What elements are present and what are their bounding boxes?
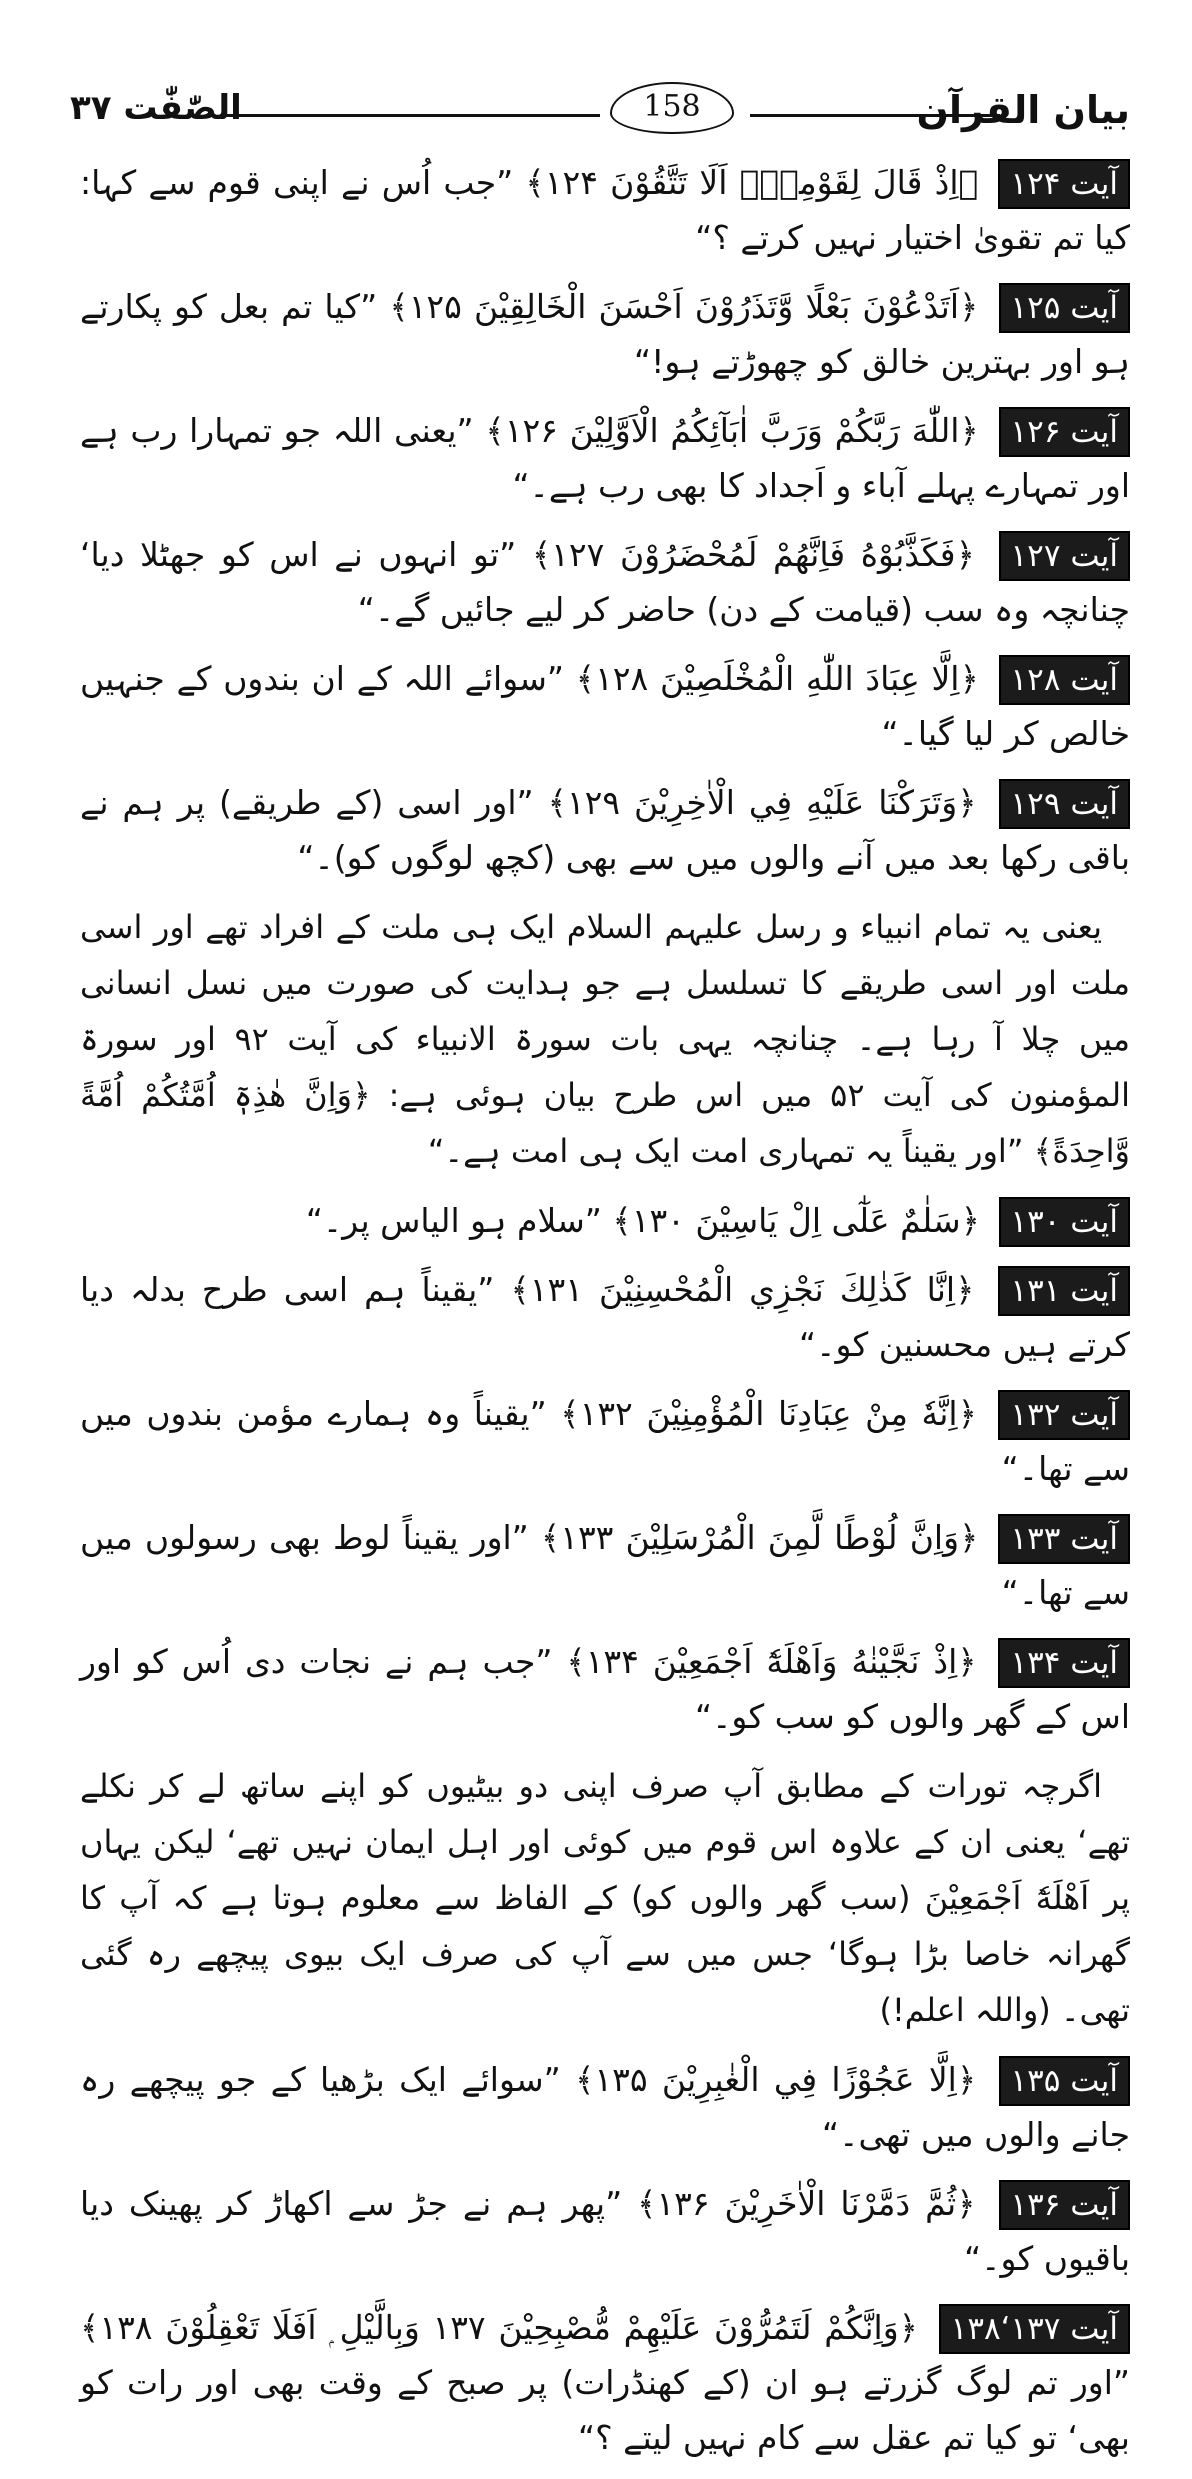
verse-tag: آیت ۱۲۶ bbox=[999, 407, 1131, 457]
verse-block bbox=[80, 1262, 1130, 1372]
verse-translation: ”سوائے ایک بڑھیا کے جو پیچھے رہ جانے والوں میں تھی۔“ bbox=[80, 2060, 1130, 2154]
verse-tag: آیت ۱۳۰ bbox=[999, 1197, 1131, 1247]
verse-block bbox=[80, 2052, 1130, 2162]
commentary-paragraph: اگرچہ تورات کے مطابق آپ صرف اپنی دو بیٹیوں کو اپنے ساتھ لے کر نکلے تھے‘ یعنی ان کے علاوہ اس قوم میں کوئی اور اہل ایمان نہیں تھے‘ لیکن یہاں پر اَهْلَهٗٓ اَجْمَعِيْنَ (سب گھر والوں کو) کے الفاظ سے معلوم ہوتا ہے کہ آپ کا گھرانہ خاصا بڑا ہوگا‘ جس میں سے آپ کی صرف ایک بیوی پیچھے رہ گئی تھی۔ (واللہ اعلم!) bbox=[80, 1767, 1130, 2029]
verse-arabic: ﴿وَاِنَّ لُوْطًا لَّمِنَ الْمُرْسَلِيْنَ ۱۳۳﴾ bbox=[540, 1518, 979, 1557]
verse-block bbox=[80, 775, 1130, 885]
verse-arabic: ﴿فَكَذَّبُوْهُ فَاِنَّهُمْ لَمُحْضَرُوْنَ ۱۲۷﴾ bbox=[531, 535, 975, 574]
verse-tag: آیت ۱۳۵ bbox=[999, 2056, 1131, 2106]
verse-block bbox=[80, 651, 1130, 761]
book-title: بیان القرآن bbox=[916, 88, 1130, 132]
verse-translation: ”یقیناً وہ ہمارے مؤمن بندوں میں سے تھا۔“ bbox=[80, 1394, 1130, 1488]
verse-block bbox=[80, 155, 1130, 265]
verse-translation: ”اور اسی (کے طریقے) پر ہم نے باقی رکھا بعد میں آنے والوں میں سے بھی (کچھ لوگوں کو)۔“ bbox=[80, 783, 1130, 877]
verse-translation: ”جب ہم نے نجات دی اُس کو اور اس کے گھر والوں کو سب کو۔“ bbox=[80, 1642, 1130, 1736]
verse-arabic: ﴿اِذْ نَجَّيْنٰهُ وَاَهْلَهٗٓ اَجْمَعِيْنَ ۱۳۴﴾ bbox=[566, 1642, 977, 1681]
verse-tag: آیت ۱۲۷ bbox=[999, 531, 1131, 581]
verse-tag: آیت ۱۳۷‘۱۳۸ bbox=[939, 2304, 1130, 2354]
header-rule-left bbox=[220, 114, 600, 117]
verse-arabic: ﴿ثُمَّ دَمَّرْنَا الْاٰخَرِيْنَ ۱۳۶﴾ bbox=[637, 2184, 976, 2223]
verse-arabic: ﴿اِلَّا عَجُوْزًا فِي الْغٰبِرِيْنَ ۱۳۵﴾ bbox=[575, 2060, 977, 2099]
verse-translation: ”سلام ہو الیاس پر۔“ bbox=[305, 1201, 602, 1240]
verse-block bbox=[80, 403, 1130, 513]
verse-translation: ”یقیناً ہم اسی طرح بدلہ دیا کرتے ہیں محسنین کو۔“ bbox=[80, 1270, 1130, 1364]
verse-arabic: ﴿اِنَّا كَذٰلِكَ نَجْزِي الْمُحْسِنِيْنَ ۱۳۱﴾ bbox=[510, 1270, 975, 1309]
verse-translation: ”تو انہوں نے اس کو جھٹلا دیا‘ چنانچہ وہ سب (قیامت کے دن) حاضر کر لیے جائیں گے۔“ bbox=[80, 535, 1130, 629]
verse-translation: ”جب اُس نے اپنی قوم سے کہا: کیا تم تقویٰ اختیار نہیں کرتے ؟“ bbox=[80, 163, 1130, 257]
verse-tag: آیت ۱۲۹ bbox=[999, 779, 1131, 829]
verse-block bbox=[80, 1386, 1130, 1496]
verse-tag: آیت ۱۳۶ bbox=[999, 2180, 1131, 2230]
verse-block bbox=[80, 527, 1130, 637]
verse-arabic: ﴿اِنَّهٗ مِنْ عِبَادِنَا الْمُؤْمِنِيْنَ ۱۳۲﴾ bbox=[560, 1394, 977, 1433]
verse-arabic: ﴿وَاِنَّكُمْ لَتَمُرُّوْنَ عَلَيْهِمْ مُّصْبِحِيْنَ ۱۳۷ وَبِالَّيْلِ ۭ اَفَلَا تَعْقِلُوْنَ ۱۳۸﴾ bbox=[80, 2308, 918, 2347]
verse-block bbox=[80, 2300, 1130, 2465]
verse-translation: ”اور یقیناً لوط بھی رسولوں میں سے تھا۔“ bbox=[80, 1518, 1130, 1612]
verse-tag: آیت ۱۲۸ bbox=[999, 655, 1131, 705]
verse-translation: ”سوائے اللہ کے ان بندوں کے جنہیں خالص کر لیا گیا۔“ bbox=[80, 659, 1130, 753]
verse-tag: آیت ۱۲۵ bbox=[999, 283, 1131, 333]
verse-arabic: ﴿اَتَدْعُوْنَ بَعْلًا وَّتَذَرُوْنَ اَحْسَنَ الْخَالِقِيْنَ ۱۲۵﴾ bbox=[389, 287, 979, 326]
verse-tag: آیت ۱۳۳ bbox=[998, 1514, 1130, 1564]
verse-arabic: ﴿وَتَرَكْنَا عَلَيْهِ فِي الْاٰخِرِيْنَ ۱۲۹﴾ bbox=[547, 783, 977, 822]
page-content bbox=[80, 155, 1130, 2479]
verse-block bbox=[80, 1193, 1130, 1248]
verse-tag: آیت ۱۲۴ bbox=[998, 159, 1130, 209]
verse-tag: آیت ۱۳۱ bbox=[998, 1266, 1130, 1316]
verse-block bbox=[80, 2176, 1130, 2286]
verse-arabic: ﴿اِذْ قَالَ لِقَوْمِهٖٓ اَلَا تَتَّقُوْنَ ۱۲۴﴾ bbox=[525, 163, 979, 202]
page-header bbox=[70, 88, 1130, 132]
page-number: 158 bbox=[610, 82, 734, 134]
verse-block bbox=[80, 1634, 1130, 1744]
verse-tag: آیت ۱۳۲ bbox=[998, 1390, 1130, 1440]
verse-translation: ”پھر ہم نے جڑ سے اکھاڑ کر پھینک دیا باقیوں کو۔“ bbox=[80, 2184, 1130, 2278]
verse-arabic: ﴿اِلَّا عِبَادَ اللّٰهِ الْمُخْلَصِيْنَ ۱۲۸﴾ bbox=[575, 659, 979, 698]
surah-name: الصّٰفّٰت ۳۷ bbox=[70, 88, 242, 128]
verse-arabic: ﴿سَلٰمٌ عَلٰٓى اِلْ يَاسِيْنَ ۱۳۰﴾ bbox=[612, 1201, 980, 1240]
commentary-paragraph: یعنی یہ تمام انبیاء و رسل علیہم السلام ایک ہی ملت کے افراد تھے اور اسی ملت اور اسی طریقے کا تسلسل ہے جو ہدایت کی صورت میں نسل انسانی میں چلا آ رہا ہے۔ چنانچہ یہی بات سورۃ الانبیاء کی آیت ۹۲ اور سورۃ المؤمنون کی آیت ۵۲ میں اس طرح بیان ہوئی ہے: ﴿وَاِنَّ هٰذِهٖٓ اُمَّتُكُمْ اُمَّةً وَّاحِدَةً﴾ ”اور یقیناً یہ تمہاری امت ایک ہی امت ہے۔“ bbox=[80, 908, 1131, 1170]
verse-translation: ”اور تم لوگ گزرتے ہو ان (کے کھنڈرات) پر صبح کے وقت بھی اور رات کو بھی‘ تو کیا تم عقل سے کام نہیں لیتے ؟“ bbox=[80, 2363, 1130, 2457]
verse-tag: آیت ۱۳۴ bbox=[998, 1638, 1130, 1688]
verse-block bbox=[80, 1510, 1130, 1620]
verse-arabic: ﴿اللّٰهَ رَبَّكُمْ وَرَبَّ اٰبَآئِكُمُ الْاَوَّلِيْنَ ۱۲۶﴾ bbox=[485, 411, 979, 450]
verse-translation: ”یعنی اللہ جو تمہارا رب ہے اور تمہارے پہلے آباء و اَجداد کا بھی رب ہے۔“ bbox=[80, 411, 1130, 505]
verse-block bbox=[80, 279, 1130, 389]
verse-translation: ”کیا تم بعل کو پکارتے ہو اور بہترین خالق کو چھوڑتے ہو!“ bbox=[80, 287, 1130, 381]
